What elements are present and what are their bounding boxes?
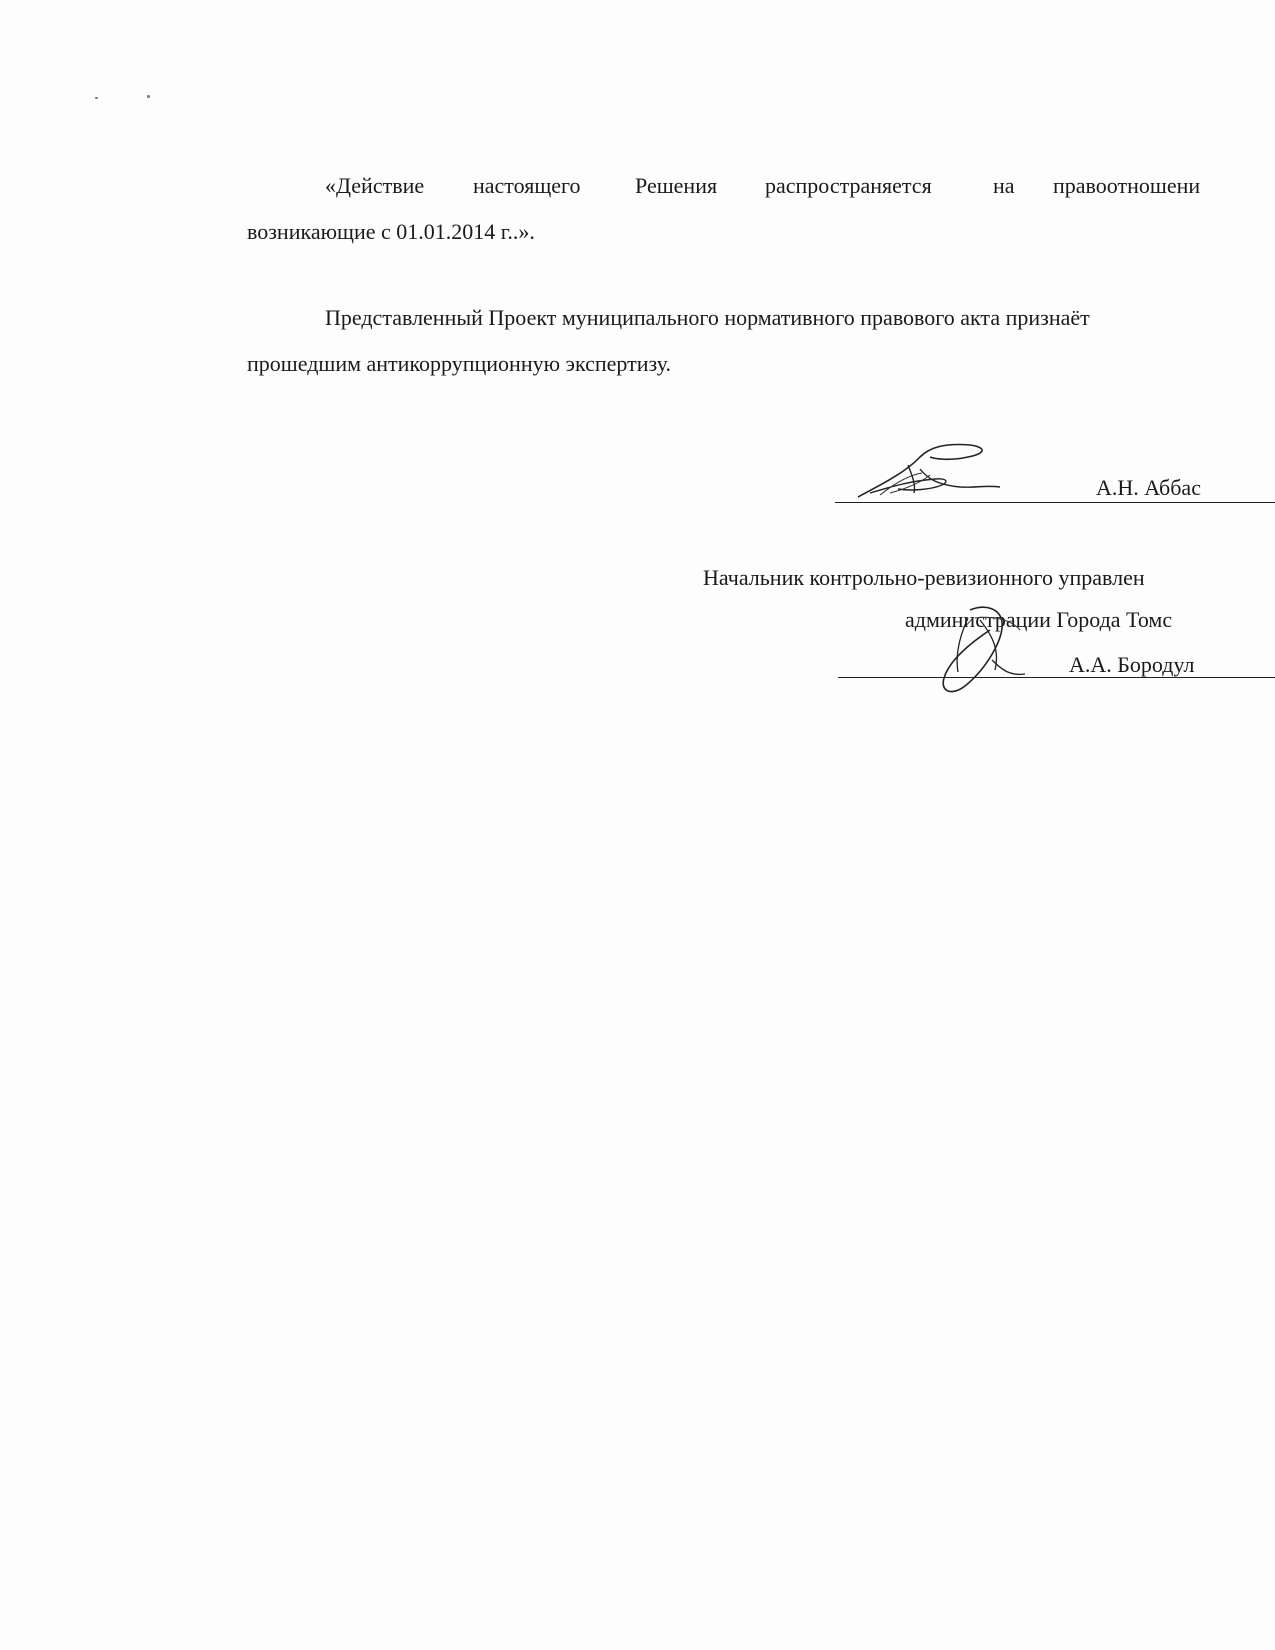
word: «Действие — [325, 173, 425, 198]
word: Решения — [635, 173, 718, 198]
scan-speck — [95, 97, 98, 99]
word: настоящего — [473, 173, 581, 198]
signatory-1-name: А.Н. Аббас — [1096, 475, 1201, 500]
handwritten-signature-2 — [930, 600, 1040, 700]
paragraph-1-line-2: возникающие с 01.01.2014 г..». — [247, 219, 535, 244]
word: правоотношени — [1053, 173, 1201, 198]
signatory-2-title-line-1: Начальник контрольно-ревизионного управлен — [703, 565, 1145, 590]
signatory-2-name: А.А. Бородул — [1069, 652, 1195, 677]
signature-line-2 — [838, 677, 1275, 678]
handwritten-signature-1 — [850, 435, 1010, 505]
paragraph-2-line-1: Представленный Проект муниципального нормативного правового акта признаёт — [325, 305, 1090, 330]
word: распространяется — [765, 173, 932, 198]
paragraph-2-line-2: прошедшим антикоррупционную экспертизу. — [247, 351, 672, 376]
signatory-2-title-line-2: администрации Города Томс — [905, 607, 1173, 632]
signature-line-1 — [835, 502, 1275, 503]
scan-speck — [147, 95, 150, 98]
word: на — [993, 173, 1015, 198]
